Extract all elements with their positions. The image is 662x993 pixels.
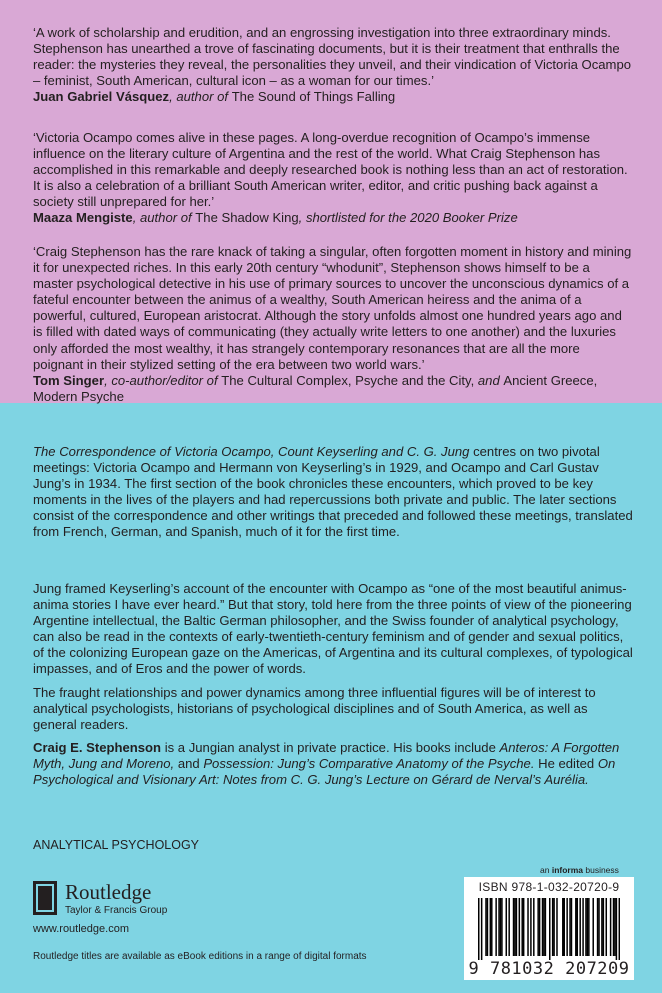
barcode-bar <box>490 898 492 956</box>
subject-category: ANALYTICAL PSYCHOLOGY <box>33 838 200 852</box>
barcode-bar <box>552 898 554 956</box>
endorsement-quote <box>33 25 633 105</box>
barcode-bar <box>575 898 577 956</box>
barcode-bar <box>545 898 547 956</box>
barcode-bar <box>501 898 503 956</box>
description-paragraph: Jung framed Keyserling’s account of the encounter with Ocampo as “one of the most beautiful animus-anima stories I have ever heard.” But that story, told here from the three points of view of the pioneering Argentine intellectual, the Baltic German philosopher, and the Swiss founder of analytical psychology, can also be read in the contexts of early-twentieth-century feminism and of gender and sexual politics, of the colonizing European gaze on the Americas, of Argentina and its cultural complexes, of typological impasses, and of Eros and the power of words. <box>33 581 633 677</box>
quote-author: Maaza Mengiste <box>33 210 133 226</box>
quote-text: ‘Craig Stephenson has the rare knack of taking a singular, often forgotten moment in history and mining it for unexpected riches. In this early 20th century “whodunit”, Stephenson shows himself to be a master psychological detective in his use of primary sources to uncover the unconscious dynamics of a fateful encounter between the animus of a wealthy, South American heiress and the anima of a powerful, cultured, European aristocrat. Although the story unfolds almost one hundred years ago and is filled with dated ways of communicating (they actually write letters to one another) and the luxuries only afforded the most wealthy, it has strangely contemporary resonances that are all the more poignant in their stylized setting of the era between two world wars.’ <box>33 244 632 372</box>
barcode-bar <box>597 898 599 956</box>
barcode-bar <box>619 898 620 960</box>
barcode-bar <box>537 898 539 956</box>
barcode-bar <box>585 898 587 956</box>
quote-text: ‘A work of scholarship and erudition, and an engrossing investigation into three extraordinary minds. Stephenson has unearthed a trove of fascinating documents, but it is their treatment that enthralls the reader: the mysteries they reveal, the personalities they unveil, and their vindication of Victoria Ocampo – feminist, South American, cultural icon – as a woman for our times.’ <box>33 25 632 89</box>
ebook-note: Routledge titles are available as eBook editions in a range of digital formats <box>33 951 367 962</box>
barcode-bar <box>498 898 500 956</box>
barcode-bar <box>521 898 523 956</box>
author-bio: Craig E. Stephenson is a Jungian analyst in private practice. His books include Anteros: A Forgotten Myth, Jung and Moreno, and Possession: Jung’s Comparative Anatomy of the Psyche. He edited On Psychological and Visionary Art: Notes from C. G. Jung’s Lecture on Gérard de Nerval’s Aurélia. <box>33 740 620 788</box>
barcode-bar <box>556 898 558 956</box>
description-paragraph: The Correspondence of Victoria Ocampo, Count Keyserling and C. G. Jung centres on two pivotal meetings: Victoria Ocampo and Hermann von Keyserling’s in 1929, and Ocampo and Carl Gustav Jung’s in 1934. The first section of the book chronicles these encounters, which proved to be key moments in the lives of the players and had repercussions both private and public. The later sections consist of the correspondence and other writings that preceded and followed these meetings, translated from French, German, and Spanish, much of it for the first time. <box>33 444 633 540</box>
barcode-bar <box>616 898 618 960</box>
routledge-icon <box>33 881 57 915</box>
quote-attribution: Juan Gabriel Vásquez, author of The Sound of Things Falling <box>33 89 396 105</box>
barcode-bar <box>533 898 535 956</box>
barcode-bar <box>582 898 584 956</box>
barcode-bar <box>506 898 508 956</box>
barcode-bar <box>530 898 532 956</box>
barcode-bar <box>542 898 544 956</box>
barcode-bar <box>613 898 615 956</box>
barcode-bar <box>523 898 525 956</box>
barcode-bar <box>603 898 605 956</box>
barcode-bar <box>571 898 573 956</box>
barcode-bar <box>539 898 541 956</box>
barcode-bar <box>601 898 603 956</box>
barcode-bar <box>569 898 571 956</box>
barcode-bar <box>614 898 616 956</box>
publisher-group: Taylor & Francis Group <box>65 905 168 916</box>
barcode-bar <box>513 898 515 956</box>
quote-attribution: Maaza Mengiste, author of The Shadow King, shortlisted for the 2020 Booker Prize <box>33 210 518 226</box>
publisher-url[interactable]: www.routledge.com <box>33 923 129 935</box>
barcode-bars <box>478 898 620 960</box>
barcode-bar <box>592 898 594 956</box>
barcode-bar <box>587 898 589 956</box>
barcode-bar <box>487 898 489 956</box>
barcode-bar <box>519 898 521 956</box>
barcode-bar <box>598 898 600 956</box>
isbn-label: ISBN 978-1-032-20720-9 <box>478 880 620 894</box>
endorsement-quote <box>33 130 633 227</box>
barcode-bar <box>481 898 483 960</box>
barcode-bar <box>588 898 590 956</box>
book-title: The Correspondence of Victoria Ocampo, Count Keyserling and C. G. Jung <box>33 444 470 459</box>
publisher-logo <box>33 880 183 920</box>
barcode-bar <box>563 898 565 956</box>
description-paragraph: The fraught relationships and power dynamics among three influential figures will be of interest to analytical psychologists, historians of psychological disciplines and of South America, as well as general readers. <box>33 685 596 733</box>
barcode-bar <box>495 898 497 956</box>
barcode-bar <box>478 898 480 960</box>
endorsement-quote <box>33 244 633 405</box>
barcode-bar <box>508 898 510 956</box>
barcode-bar <box>562 898 564 956</box>
barcode-bar <box>566 898 568 956</box>
barcode-bar <box>549 898 551 960</box>
barcode-bar <box>543 898 545 956</box>
isbn-barcode <box>464 877 634 980</box>
barcode-bar <box>553 898 555 956</box>
quote-attribution: Tom Singer, co-author/editor of The Cultural Complex, Psyche and the City, and Ancient Greece, Modern Psyche <box>33 372 598 404</box>
quote-author: Tom Singer <box>33 372 105 388</box>
author-name: Craig E. Stephenson <box>33 740 162 755</box>
barcode-bar <box>485 898 487 956</box>
quote-text: ‘Victoria Ocampo comes alive in these pages. A long-overdue recognition of Ocampo’s immense influence on the literary culture of Argentina and the rest of the world. What Craig Stephenson has accomplished in this remarkable and deeply researched book is nothing less than an act of restoration. It is also a celebration of a brilliant South American writer, editor, and critic pushing back against a society still unprepared for her.’ <box>33 130 628 210</box>
barcode-bar <box>514 898 516 956</box>
informa-tagline: an informa business <box>540 865 619 875</box>
barcode-bar <box>491 898 493 956</box>
barcode-bar <box>516 898 518 956</box>
barcode-bar <box>579 898 581 956</box>
barcode-bar <box>606 898 608 956</box>
barcode-bar <box>500 898 502 956</box>
barcode-bar <box>527 898 529 956</box>
publisher-name: Routledge <box>65 880 152 904</box>
barcode-bar <box>577 898 579 956</box>
quote-author: Juan Gabriel Vásquez <box>33 89 170 105</box>
barcode-bar <box>610 898 612 956</box>
ean-digits: 9 781032 207209 <box>468 959 630 979</box>
